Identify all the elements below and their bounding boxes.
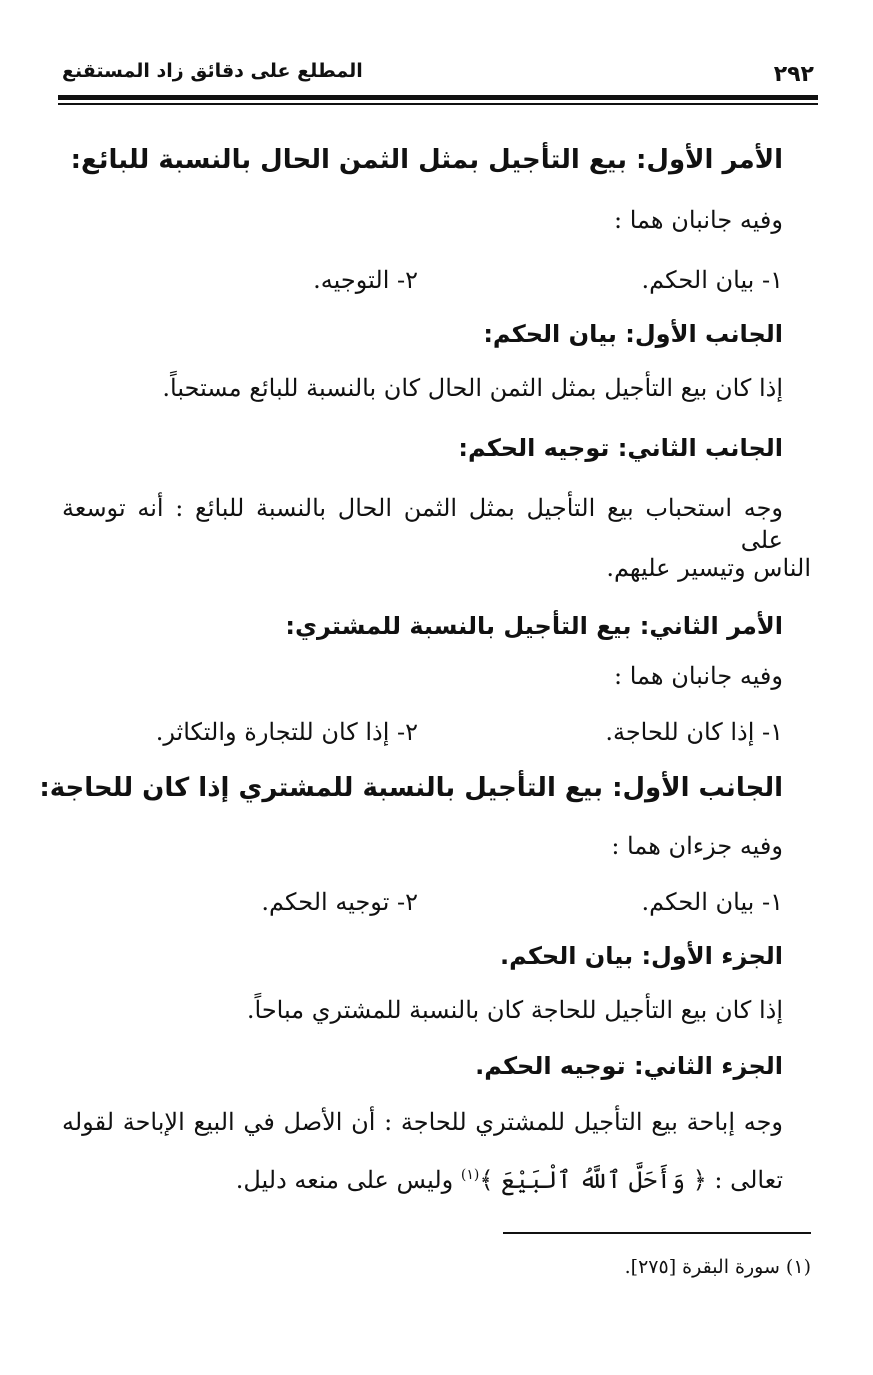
- heading-aspect1-need: الجانب الأول: بيع التأجيل بالنسبة للمشتري إذا كان للحاجة:: [39, 773, 783, 803]
- footnote-separator: [503, 1232, 811, 1234]
- reason-text-2-suffix: وليس على منعه دليل.: [235, 1166, 454, 1194]
- reason-text-2-prefix: تعالى :: [714, 1166, 783, 1194]
- reason-text-2-line1: وجه إباحة بيع التأجيل للمشتري للحاجة : أن الأصل في البيع الإباحة لقوله: [62, 1108, 783, 1136]
- header-rule-thin: [58, 103, 818, 105]
- intro-two-aspects-1: وفيه جانبان هما :: [614, 206, 783, 234]
- list3-item-2: ٢- توجيه الحكم.: [261, 888, 418, 916]
- list1-item-1: ١- بيان الحكم.: [641, 266, 783, 294]
- reason-text-2-line2: [236, 1164, 783, 1196]
- heading-second-matter: الأمر الثاني: بيع التأجيل بالنسبة للمشتري:: [285, 612, 783, 640]
- intro-two-aspects-2: وفيه جانبان هما :: [614, 662, 783, 690]
- list2-item-1: ١- إذا كان للحاجة.: [605, 718, 783, 746]
- ruling-text-2: إذا كان بيع التأجيل للحاجة كان بالنسبة للمشتري مباحاً.: [246, 996, 783, 1024]
- heading-aspect2-reason: الجانب الثاني: توجيه الحكم:: [458, 434, 783, 462]
- heading-first-matter: الأمر الأول: بيع التأجيل بمثل الثمن الحال بالنسبة للبائع:: [70, 145, 783, 175]
- reason-text-1-line2: الناس وتيسير عليهم.: [606, 554, 811, 582]
- running-header: [62, 58, 814, 92]
- list1-item-2: ٢- التوجيه.: [313, 266, 418, 294]
- reason-text-1-line1: وجه استحباب بيع التأجيل بمثل الثمن الحال بالنسبة للبائع : أنه توسعة على: [62, 494, 783, 554]
- book-title: المطلع على دقائق زاد المستقنع: [62, 60, 363, 82]
- ruling-text-1: إذا كان بيع التأجيل بمثل الثمن الحال كان بالنسبة للبائع مستحباً.: [162, 374, 783, 402]
- page-number: ٢٩٢: [773, 62, 814, 87]
- list2-item-2: ٢- إذا كان للتجارة والتكاثر.: [155, 718, 418, 746]
- footnote-marker: (١): [460, 1167, 480, 1183]
- header-rule-thick: [58, 95, 818, 100]
- quran-verse: ﴿ وَأَحَلَّ ٱللَّهُ ٱلْبَيْعَ ﴾: [479, 1166, 707, 1194]
- heading-part1-ruling: الجزء الأول: بيان الحكم.: [500, 942, 783, 970]
- heading-aspect1-ruling: الجانب الأول: بيان الحكم:: [483, 320, 783, 348]
- intro-two-parts: وفيه جزءان هما :: [611, 832, 783, 860]
- footnote: (١) سورة البقرة [٢٧٥].: [624, 1256, 811, 1278]
- heading-part2-reason: الجزء الثاني: توجيه الحكم.: [475, 1052, 783, 1080]
- list3-item-1: ١- بيان الحكم.: [641, 888, 783, 916]
